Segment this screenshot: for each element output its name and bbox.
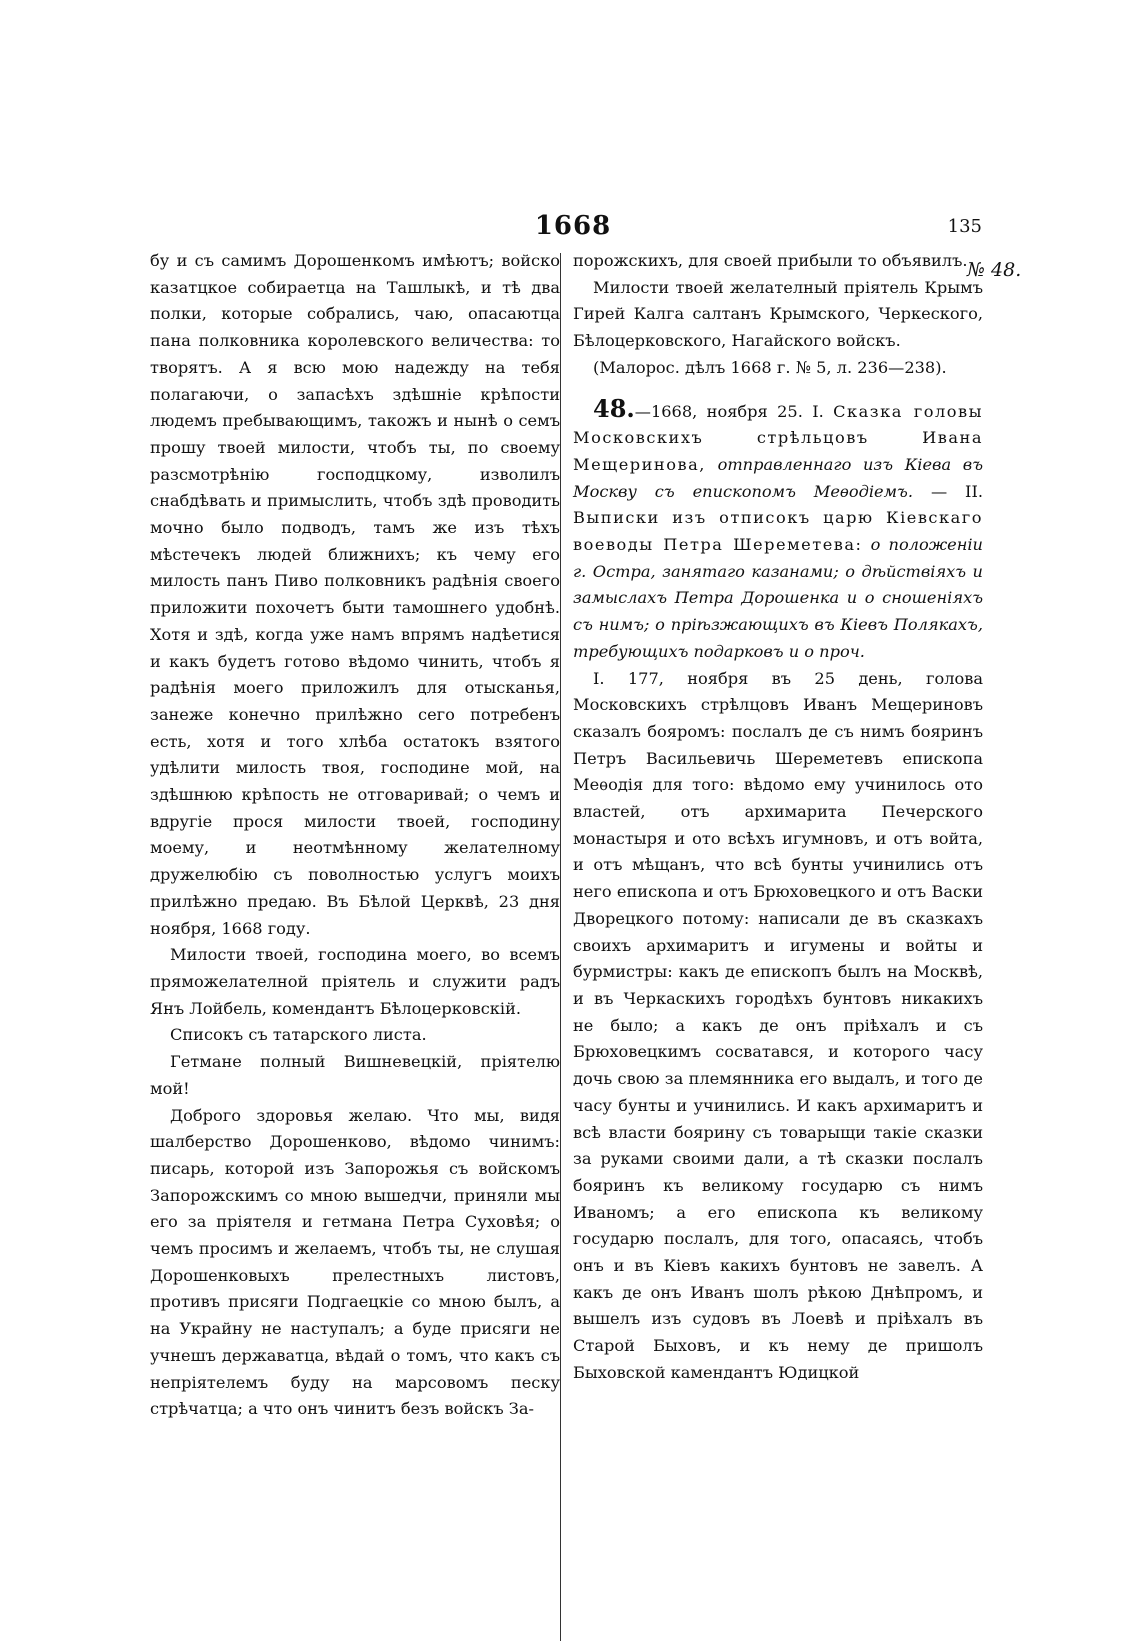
document-heading-number: 48. xyxy=(593,393,635,423)
copy-title: Списокъ съ татарского листа. xyxy=(170,1025,427,1045)
document-heading-date: —1668, ноября 25. I. xyxy=(634,401,824,421)
column-divider xyxy=(560,253,561,1641)
letter-salutation: Гетмане полный Вишневецкій, пріятелю мой! xyxy=(150,1052,560,1098)
letter-body-continuation: бу и съ самимъ Дорошенкомъ имѣютъ; войско казатцкое собираетца на Ташлыкѣ, и тѣ два полки, которые собрались, чаю, опасаютца пана полковника королевского величества: то творятъ. А я всю мою надежду на тебя полагаючи, о запасѣхъ здѣшніе крѣпости людемъ пребывающимъ, такожъ и нынѣ о семъ прошу твоей милости, чтобъ ты, по своему разсмотрѣнію господцкому, изволилъ снабдѣвать и примыслить, чтобъ здѣ проводить мочно было подводъ, тамъ же изъ тѣхъ мѣстечекъ людей ближнихъ; къ чему его милость панъ Пиво полковникъ радѣнія своего приложити похочетъ быти тамошнего удобнѣ. Хотя и здѣ, когда уже намъ впрямъ надѣетися и какъ будетъ готово вѣдомо чинить, чтобъ я радѣнія моего приложилъ для отысканья, занеже конечно прилѣжно сего потребенъ есть, хотя и того хлѣба остатокъ взятого удѣлити милость твоя, господине мой, на здѣшнюю крѣпость не отговаривай; о чемъ и вдругіе прося милости твоей, господину моему, и неотмѣнному желателному дружелюбію съ поволностью услугъ моихъ прилѣжно предаю. Въ Бѣлой Церквѣ, 23 дня ноября, 1668 году. xyxy=(150,251,560,938)
document-heading-part-2: — II. xyxy=(930,481,983,501)
archival-source: (Малорос. дѣлъ 1668 г. № 5, л. 236—238). xyxy=(593,357,947,377)
tatar-letter-continuation: порожскихъ, для своей прибыли то объявилъ. xyxy=(573,251,968,270)
tatar-letter-body: Доброго здоровья желаю. Что мы, видя шалберство Дорошенково, вѣдомо чинимъ: писарь, которой изъ Запорожья съ войскомъ Запорожскимъ со мною вышедчи, приняли мы его за пріятеля и гетмана Петра Суховѣя; о чемъ просимъ и желаемъ, чтобъ ты, не слушая Дорошенковыхъ прелестныхъ листовъ, противъ присяги Подгаецкіе со мною былъ, а на Украйну не наступалъ; а буде присяги не учнешъ державатца, вѣдай о томъ, что какъ съ непріятелемъ буду на марсовомъ песку стрѣчатца; а что онъ чинитъ безъ войскъ За- xyxy=(150,1105,560,1419)
page-number: 135 xyxy=(947,216,982,237)
tatar-letter-signature: Милости твоей желателный пріятель Крымъ Гирей Калга салтанъ Крымского, Черкеского, Бѣлоцерковского, Нагайского войскъ. xyxy=(573,277,983,351)
document-heading-title-2: Выписки изъ отписокъ царю Кіевскаго воеводы Петра Шереметева: xyxy=(573,508,983,555)
document-heading-subtitle-1: отправленнаго изъ Кіева въ Москву съ епископомъ Меѳодіемъ. xyxy=(573,454,983,501)
document-heading-subtitle-2: о положеніи г. Остра, занятаго казанами; о дѣйствіяхъ и замыслахъ Петра Дорошенка и о сношеніяхъ съ нимъ; о пріѣзжающихъ въ Кіевъ Полякахъ, требующихъ подарковъ и о проч. xyxy=(573,535,983,661)
right-column xyxy=(573,248,983,1387)
document-number-margin-note: № 48. xyxy=(967,259,1022,281)
left-column xyxy=(150,248,560,1423)
running-header-year: 1668 xyxy=(534,211,612,241)
letter-signature: Милости твоей, господина моего, во всемъ пряможелателной пріятель и служити радъ Янъ Лойбель, комендантъ Бѣлоцерковскій. xyxy=(150,945,560,1018)
document-body: I. 177, ноября въ 25 день, голова Московскихъ стрѣлцовъ Иванъ Мещериновъ сказалъ бояромъ: послалъ де съ нимъ бояринъ Петръ Васильевичь Шереметевъ епископа Меѳодія для того: вѣдомо ему учинилось ото властей, отъ архимарита Печерского монастыря и ото всѣхъ игумновъ, и отъ войта, и отъ мѣщанъ, что всѣ бунты учинились отъ него епископа и отъ Брюховецкого и отъ Васки Дворецкого потому: написали де въ сказкахъ своихъ архимаритъ и игумены и войты и бурмистры: какъ де епископъ былъ на Москвѣ, и въ Черкаскихъ городѣхъ бунтовъ никакихъ не было; а какъ де онъ пріѣхалъ и съ Брюховецкимъ сосватався, и которого часу дочь свою за племянника его выдалъ, и того де часу бунты и учинились. И какъ архимаритъ и всѣ власти боярину съ товарыщи такіе сказки за руками своими дали, а тѣ сказки послалъ бояринъ къ великому государю съ нимъ Иваномъ; а его епископа къ великому государю послалъ, для того, опасаясь, чтобъ онъ и въ Кіевъ какихъ бунтовъ не завелъ. А какъ де онъ Иванъ шолъ рѣкою Днѣпромъ, и вышелъ изъ судовъ въ Лоевѣ и пріѣхалъ въ Старой Быховъ, и къ нему де пришолъ Быховской камендантъ Юдицкой xyxy=(573,668,983,1382)
document-heading-title-1: Сказка головы Московскихъ стрѣльцовъ Ивана Мещеринова, xyxy=(573,401,983,474)
document-heading xyxy=(573,393,983,666)
